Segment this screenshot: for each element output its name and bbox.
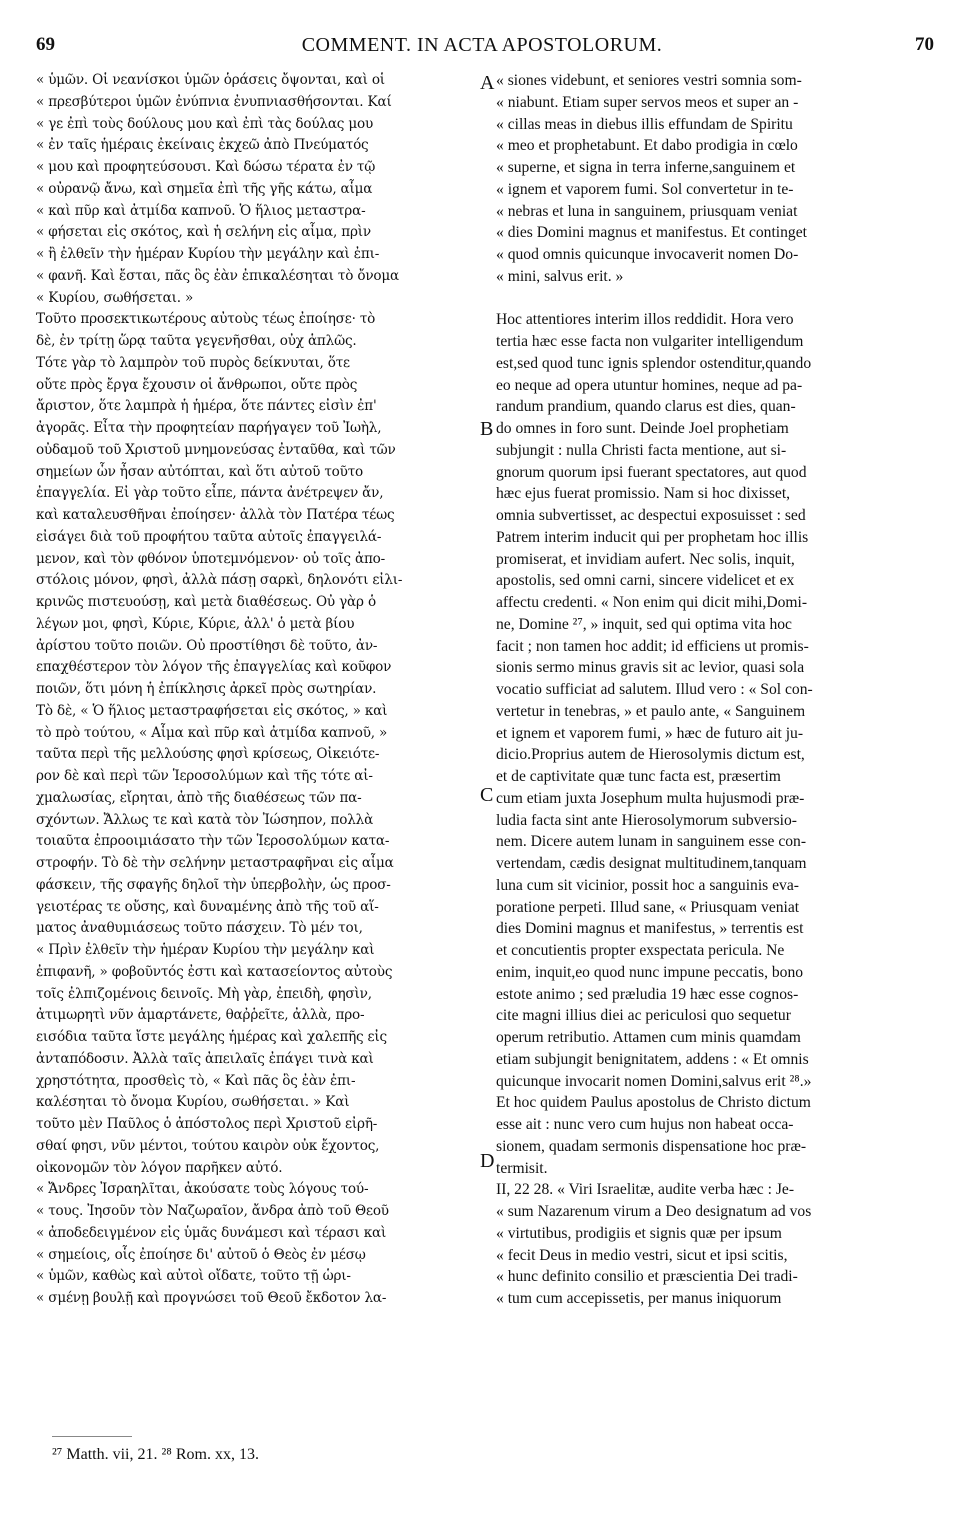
greek-text-line: « Πρὶν ἐλθεῖν τὴν ἡμέραν Κυρίου τὴν μεγάλην καὶ <box>36 942 375 958</box>
greek-text-line: ταῦτα περὶ τῆς μελλούσης φησὶ κρίσεως, Οἰκειότε- <box>36 746 380 763</box>
greek-text-line: « ἢ ἐλθεῖν τὴν ἡμέραν Κυρίου τὴν μεγάλην καὶ ἐπι- <box>36 246 380 262</box>
right-page-number: 70 <box>915 34 934 55</box>
page-header <box>0 34 964 64</box>
latin-text-line: « hunc definito consilio et præscientia Dei tradi- <box>496 1268 798 1286</box>
greek-text-line: ἀγορᾶς. Εἶτα τὴν προφητείαν παρήγαγεν τοῦ Ἰωὴλ, <box>36 420 382 436</box>
latin-text-line: ne, Domine ²⁷, » inquit, sed qui optima vita hoc <box>496 615 792 633</box>
greek-text-line: « πρεσβύτεροι ὑμῶν ἐνύπνια ἐνυπνιασθήσονται. Καί <box>36 93 392 110</box>
greek-text-line: « φανῆ. Καὶ ἔσται, πᾶς ὃς ἐὰν ἐπικαλέσηται τὸ ὄνομα <box>36 267 399 284</box>
latin-text-line: eo neque ad opera utuntur homines, neque ad pa- <box>496 376 803 394</box>
latin-text-line: « mini, salvus erit. » <box>496 267 624 285</box>
latin-text-line: vocatio sufficiat ad salutem. Illud vero : « Sol con- <box>496 681 813 698</box>
greek-text-line: στροφήν. Τὸ δὲ τὴν σελήνην μεταστραφῆναι εἰς αἷμα <box>36 855 394 871</box>
greek-text-line: « ἐν ταῖς ἡμέραις ἐκείναις ἐκχεῶ ἀπὸ Πνεύματός <box>36 137 369 154</box>
latin-text-line: apostolis, sed omni carni, sincere videlicet et ex <box>496 572 795 590</box>
greek-text-line: ποιῶν, ὅτι μόνη ἡ ἐπίκλησις ἀρκεῖ πρὸς σωτηρίαν. <box>36 681 377 697</box>
greek-text-line: μενον, καὶ τὸν φθόνον ὑποτεμνόμενον· οὐ τοῖς ἀπο- <box>36 550 386 567</box>
latin-text-line: nem. Dicere autem lunam in sanguinem esse con- <box>496 833 807 851</box>
latin-text-line: poratione perpeti. Illud sane, « Priusquam veniat <box>496 898 800 916</box>
greek-text-line: ρον δὲ καὶ περὶ τῶν Ἱεροσολύμων καὶ τῆς τότε αἰ- <box>36 768 373 784</box>
greek-text-line: ἐπιφανῆ, » φοβοῦντός ἐστι καὶ κατασείοντος αὐτοὺς <box>36 963 393 980</box>
greek-text-line: επαχθέστερον τὸν λόγον τῆς ἐπαγγελίας καὶ κοῦφον <box>36 659 392 676</box>
greek-text-line: « Ἄνδρες Ἰσραηλῖται, ἀκούσατε τοὺς λόγους τού- <box>36 1181 369 1198</box>
latin-text-line: subjungit : nulla Christi facta mentione, aut si- <box>496 441 787 459</box>
latin-text-line: do omnes in foro sunt. Deinde Joel prophetiam <box>496 420 789 437</box>
latin-text-line: « quod omnis quicunque invocaverit nomen Do- <box>496 246 799 263</box>
latin-text-line: tertia hæc esse facta non vulgariter intelligendum <box>496 333 804 350</box>
latin-text-line: « tum cum accepissetis, per manus iniquorum <box>496 1290 782 1307</box>
latin-text-line: hæc ejus fuerat promissio. Nam si hoc dixisset, <box>496 485 791 503</box>
greek-text-line: « σμένῃ βουλῇ καὶ προγνώσει τοῦ Θεοῦ ἔκδοτον λα- <box>36 1290 387 1306</box>
latin-text-line: promiserat, et invidiam aufert. Nec solis, inquit, <box>496 550 795 568</box>
greek-text-line: « τους. Ἰησοῦν τὸν Ναζωραῖον, ἄνδρα ἀπὸ τοῦ Θεοῦ <box>36 1203 389 1219</box>
greek-text-line: στόλοις μόνον, φησὶ, ἀλλὰ πάσῃ σαρκὶ, δηλονότι εἰλι- <box>36 572 403 589</box>
greek-text-line: φάσκειν, τῆς σφαγῆς δηλοῖ τὴν ὑπερβολὴν, ὡς προσ- <box>36 876 391 893</box>
latin-text-line: termisit. <box>496 1159 548 1177</box>
greek-text-line: καὶ καταλευσθῆναι ἐποίησεν· ἀλλὰ τὸν Πατέρα τέως <box>36 507 395 523</box>
greek-text-line: εισόδια ταῦτα ἴστε μεγάλης ἡμέρας καὶ χαλεπῆς εἰς <box>36 1029 387 1045</box>
greek-text-line: « φήσεται εἰς σκότος, καὶ ἡ σελήνη εἰς αἷμα, πρὶν <box>36 224 371 241</box>
latin-text-line: « cillas meas in diebus illis effundam de Spiritu <box>496 115 793 133</box>
greek-text-line: χμαλωσίας, εἴρηται, ἀπὸ τῆς διαθέσεως τῶν πα- <box>36 789 362 806</box>
latin-text-line: cite magni illius diei ac periculosi quo sequetur <box>496 1007 791 1025</box>
margin-marker-d: D <box>480 1150 495 1172</box>
left-page-number: 69 <box>36 34 55 55</box>
latin-text-line: « superne, et signa in terra inferne,sanguinem et <box>496 159 796 176</box>
latin-text-line: ludia facta sint ante Hierosolymorum subversio- <box>496 811 797 829</box>
greek-text-line: τὸ πρὸ τούτου, « Αἷμα καὶ πῦρ καὶ ἀτμίδα καπνοῦ, » <box>36 724 388 741</box>
latin-text-line: operum retributio. Attamen cum minis quamdam <box>496 1029 801 1046</box>
latin-text-line: et ignem et vaporem fumi, » hæc de futuro ait ju- <box>496 724 804 742</box>
greek-text-line: σχόντων. Ἄλλως τε καὶ κατὰ τὸν Ἰώσηπον, πολλὰ <box>36 811 374 828</box>
latin-text-line: sionem, quadam sermonis dispensatione hoc præ- <box>496 1137 807 1155</box>
latin-text-line: affectu credenti. « Non enim qui dicit mihi,Domi- <box>496 594 808 611</box>
latin-text-line: et de captivitate quæ tunc facta est, præsertim <box>496 768 781 785</box>
latin-text-line: vertendam, cædis designat multitudinem,tanquam <box>496 855 807 872</box>
latin-text-line: « fecit Deus in medio vestri, sicut et ipsi scitis, <box>496 1246 788 1264</box>
greek-text-line: λέγων μοι, φησὶ, Κύριε, Κύριε, ἀλλ' ὁ μετὰ βίου <box>36 615 355 632</box>
greek-column <box>36 70 479 1310</box>
latin-text-line: randum prandium, quando clarus est dies, quan- <box>496 398 796 416</box>
latin-text-line: esse ait : nunc vero cum hujus non habeat occa- <box>496 1116 794 1133</box>
latin-text-line: dicio.Proprius autem de Hierosolymis dictum est, <box>496 746 805 764</box>
greek-text-line: οὐδαμοῦ τοῦ Χριστοῦ μνημονεύσας ἐνταῦθα, καὶ τῶν <box>36 441 396 458</box>
greek-text-line: εἰσάγει διὰ τοῦ προφήτου ταῦτα αὐτοῖς ἐπαγγειλά- <box>36 528 382 545</box>
greek-text-line: « οὐρανῷ ἄνω, καὶ σημεῖα ἐπὶ τῆς γῆς κάτω, αἷμα <box>36 180 373 197</box>
latin-text-line: et concutientis propter exspectata pericula. Ne <box>496 942 785 959</box>
greek-text-line: τοῖς ἐλπιζομένοις δεινοῖς. Μὴ γὰρ, ἐπειδὴ, φησὶν, <box>36 985 372 1002</box>
latin-text-line: Et hoc quidem Paulus apostolus de Christo dictum <box>496 1094 811 1112</box>
latin-text-line: enim, inquit,eo quod nunc impune peccatis, bono <box>496 963 804 981</box>
greek-text-line: « ἀποδεδειγμένον εἰς ὑμᾶς δυνάμεσι καὶ τέρασι καὶ <box>36 1224 387 1241</box>
latin-text-line: est,sed quod tunc ignis splendor ostenditur,quando <box>496 354 812 372</box>
greek-text-line: « ὑμῶν. Οἱ νεανίσκοι ὑμῶν ὁράσεις ὄψονται, καὶ οἱ <box>36 72 385 88</box>
greek-text-line: « μου καὶ προφητεύσουσι. Καὶ δώσω τέρατα ἐν τῷ <box>36 159 376 175</box>
footnote: ²⁷ Matth. vii, 21. ²⁸ Rom. xx, 13. <box>52 1446 259 1463</box>
greek-text-line: « γε ἐπὶ τοὺς δούλους μου καὶ ἐπὶ τὰς δούλας μου <box>36 115 374 132</box>
latin-text-line: etiam subjungit benignitatem, addens : « Et omnis <box>496 1050 809 1068</box>
greek-text-line: δὲ, ἐν τρίτῃ ὥρᾳ ταῦτα γεγενῆσθαι, οὐχ ἁπλῶς. <box>36 333 357 349</box>
latin-text-line: « ignem et vaporem fumi. Sol convertetur in te- <box>496 180 794 198</box>
greek-text-line: γειοτέρας τε οὔσης, καὶ δυναμένης ἀπὸ τῆς τοῦ αἵ- <box>36 898 379 915</box>
greek-text-line: « σημείοις, οἷς ἐποίησε δι' αὐτοῦ ὁ Θεὸς ἐν μέσῳ <box>36 1246 366 1263</box>
latin-text-line: « nebras et luna in sanguinem, priusquam veniat <box>496 202 798 220</box>
latin-text-line: vertetur in tenebras, » et paulo ante, « Sanguinem <box>496 702 806 720</box>
greek-text-line: καλέσηται τὸ ὄνομα Κυρίου, σωθήσεται. » Καὶ <box>36 1094 350 1111</box>
margin-marker-b: B <box>480 418 494 440</box>
greek-text-line: ἀνταπόδοσιν. Ἀλλὰ ταῖς ἀπειλαῖς ἐπάγει τινὰ καὶ <box>36 1050 374 1067</box>
latin-text-line: gnorum quorum ipsi fuerant spectatores, aut quod <box>496 463 807 481</box>
latin-text-line: « sum Nazarenum virum a Deo designatum ad vos <box>496 1203 812 1220</box>
latin-text-line: dies Domini magnus et manifestus, » terrentis est <box>496 920 804 938</box>
margin-marker-c: C <box>480 784 494 806</box>
greek-text-line: ἄριστον, ὅτε λαμπρὰ ἡ ἡμέρα, ὅτε πάντες εἰσὶν ἐπ' <box>36 398 377 415</box>
greek-text-line: « Κυρίου, σωθήσεται. » <box>36 289 194 306</box>
greek-text-line: σημείων ὧν ἦσαν αὐτόπται, καὶ ὅτι αὐτοῦ τοῦτο <box>36 463 364 480</box>
latin-text-line: « niabunt. Etiam super servos meos et super an - <box>496 93 799 111</box>
latin-text-line: omnia subvertisset, ac despectui exposuisset : sed <box>496 507 806 524</box>
margin-marker-a: A <box>480 72 495 94</box>
greek-text-line: ματος ἀναθυμιάσεως τοῦτο πάσχειν. Τὸ μέν τοι, <box>36 920 363 937</box>
latin-text-line: Hoc attentiores interim illos reddidit. Hora vero <box>496 311 794 329</box>
greek-text-line: Τότε γὰρ τὸ λαμπρὸν τοῦ πυρὸς δείκνυται, ὅτε <box>36 354 350 371</box>
footnote-rule <box>52 1436 132 1437</box>
greek-text-line: Τὸ δὲ, « Ὁ ἥλιος μεταστραφήσεται εἰς σκότος, » καὶ <box>36 702 388 719</box>
latin-text-line: II, 22 28. « Viri Israelitæ, audite verba hæc : Je- <box>496 1181 795 1199</box>
greek-text-line: ἀτιμωρητὶ νῦν ἁμαρτάνετε, θαῤῥεῖτε, ἀλλὰ, προ- <box>36 1007 365 1024</box>
greek-text-line: ἐπαγγελία. Εἰ γὰρ τοῦτο εἶπε, πάντα ἀνέτρεψεν ἄν, <box>36 485 384 502</box>
greek-text-line: οἰκονομῶν τὸν λόγον παρῆκεν αὐτό. <box>36 1159 283 1176</box>
greek-text-line: τοῦτο μὲν Παῦλος ὁ ἀπόστολος περὶ Χριστοῦ εἰρῆ- <box>36 1116 378 1132</box>
latin-text-line: estote animo ; sed præludia 19 hæc esse cognos- <box>496 985 799 1003</box>
latin-text-line: sionis sermo minus gravis sit ac levior, quasi sola <box>496 659 805 677</box>
latin-text-line: « dies Domini magnus et manifestus. Et continget <box>496 224 807 242</box>
greek-text-line: ἀρίστου τοῦτο ποιῶν. Οὐ προστίθησι δὲ τοῦτο, ἀν- <box>36 637 378 654</box>
greek-text-line: οὔτε πρὸς ἔργα ἔχουσιν οἱ ἄνθρωποι, οὔτε πρὸς <box>36 376 358 393</box>
latin-text-line: « meo et prophetabunt. Et dabo prodigia in cœlo <box>496 137 798 155</box>
greek-text-line: κρινῶς πιστευούσῃ, καὶ μετὰ διαθέσεως. Οὐ γὰρ ὁ <box>36 594 376 610</box>
latin-text-line <box>496 288 928 310</box>
greek-text-line: « ὑμῶν, καθὼς καὶ αὐτοὶ οἴδατε, τοῦτο τῇ ὡρι- <box>36 1268 351 1285</box>
latin-column <box>496 70 928 1310</box>
latin-text-line: « virtutibus, prodigiis et signis quæ per ipsum <box>496 1224 782 1242</box>
greek-text-line: Τοῦτο προσεκτικωτέρους αὐτοὺς τέως ἐποίησε· τὸ <box>36 311 376 328</box>
greek-text-line: σθαί φησι, νῦν μέντοι, τούτου καιρὸν οὐκ ἔχοντος, <box>36 1137 380 1154</box>
latin-text-line: quicunque invocarit nomen Domini,salvus erit ²⁸.» <box>496 1072 812 1090</box>
greek-text-line: « καὶ πῦρ καὶ ἀτμίδα καπνοῦ. Ὁ ἥλιος μεταστρα- <box>36 202 366 219</box>
latin-text-line: cum etiam juxta Josephum multa hujusmodi præ- <box>496 789 805 807</box>
greek-text-line: τοιαῦτα ἐπροοιμιάσατο τὴν τῶν Ἱεροσολύμων κατα- <box>36 833 390 850</box>
latin-text-line: luna cum sit vicinior, possit hoc a sanguinis eva- <box>496 876 799 894</box>
latin-text-line: Patrem interim inducit qui per prophetam hoc illis <box>496 528 809 546</box>
greek-text-line: χρηστότητα, προσθεὶς τὸ, « Καὶ πᾶς ὃς ἐὰν ἐπι- <box>36 1072 356 1089</box>
latin-text-line: « siones videbunt, et seniores vestri somnia som- <box>496 72 802 89</box>
running-title: COMMENT. IN ACTA APOSTOLORUM. <box>301 34 663 56</box>
latin-text-line: facit ; non tamen hoc addit; id efficiens ut promis- <box>496 637 809 655</box>
